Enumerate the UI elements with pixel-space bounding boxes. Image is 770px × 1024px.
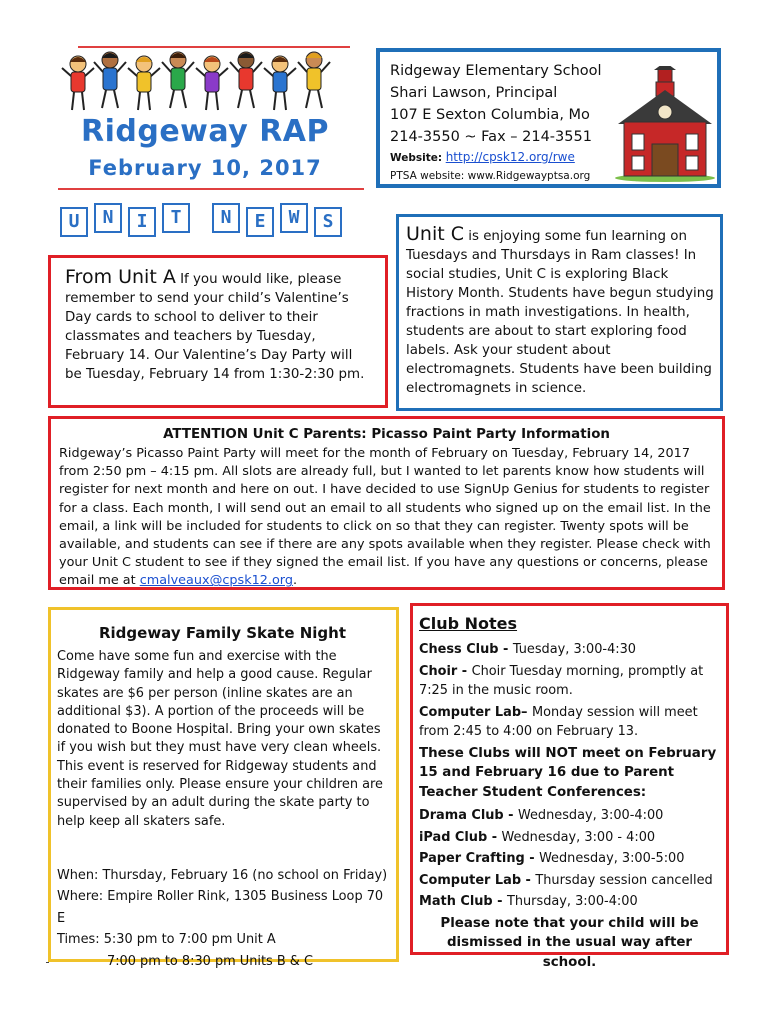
- club-detail: Wednesday, 3:00 - 4:00: [501, 829, 656, 845]
- club-dismissal-note: Please note that your child will be dismissed in the usual way after school.: [440, 915, 699, 970]
- club-item: [419, 871, 720, 891]
- website-label: Website:: [390, 152, 446, 164]
- attention-end: .: [292, 573, 298, 589]
- skate-title: Ridgeway Family Skate Night: [98, 624, 346, 642]
- ptsa-website: PTSA website: www.Ridgewayptsa.org: [390, 170, 591, 182]
- schoolhouse-icon: [612, 66, 718, 182]
- unit-news-letter: W: [280, 203, 308, 233]
- club-item: [419, 703, 720, 742]
- attention-email-link[interactable]: cmalveaux@cpsk12.org: [139, 573, 293, 589]
- club-item: [419, 849, 720, 869]
- school-contact: [390, 60, 602, 148]
- club-name: iPad Club -: [419, 829, 502, 845]
- club-name: Drama Club -: [419, 808, 518, 823]
- club-name: Computer Lab–: [419, 704, 532, 720]
- club-item: [419, 662, 720, 701]
- unit-news-letter: I: [128, 207, 156, 237]
- club-name: Computer Lab -: [419, 872, 536, 888]
- child-figures: [62, 52, 330, 110]
- club-notes-title: Club Notes: [419, 614, 518, 633]
- club-detail: Choir Tuesday morning, promptly at 7:25 in the music room.: [419, 663, 704, 698]
- club-cancel-notice: These Clubs will NOT meet on February 15 and February 16 due to Parent Teacher Student Conferences:: [419, 745, 717, 800]
- unit-news-letter: N: [94, 203, 122, 233]
- skate-details: [57, 865, 388, 973]
- header-bottom-rule: [58, 188, 364, 190]
- newsletter-date: February 10, 2017: [88, 156, 322, 180]
- club-detail: Thursday, 3:00-4:00: [506, 894, 638, 909]
- skate-where: Where: Empire Roller Rink, 1305 Business Loop 70 E: [57, 889, 384, 926]
- unit-a-box: [48, 255, 388, 408]
- unit-news-banner: [60, 203, 342, 241]
- unit-news-letter: N: [212, 203, 240, 233]
- club-item: [419, 828, 720, 848]
- skate-times-2: 7:00 pm to 8:30 pm Units B & C: [107, 953, 313, 969]
- skate-night-box: [48, 607, 399, 969]
- skate-when: When: Thursday, February 16 (no school on Friday): [57, 867, 388, 883]
- unit-c-box: [396, 214, 723, 411]
- children-illustration: [58, 50, 348, 116]
- school-info-box: [376, 48, 721, 188]
- unit-news-space: [196, 207, 206, 237]
- club-detail: Tuesday, 3:00-4:30: [512, 642, 637, 657]
- website-link[interactable]: http://cpsk12.org/rwe: [445, 150, 575, 164]
- unit-news-letter: E: [246, 207, 274, 237]
- club-detail: Thursday session cancelled: [535, 872, 713, 888]
- skate-body: Come have some fun and exercise with the Ridgeway family and help a good cause. Regular skates are $6 per person (inline skates are an additional $3). A portion of the proceeds will be donated to Boone Hospital. Bring your own skates if you wish but they must have very clean wheels. This event is reserved for Ridgeway students and their families only. Please ensure your children are supervised by an adult during the skate party to help keep all skaters safe.: [57, 649, 383, 829]
- club-notes-box: [410, 603, 729, 970]
- unit-c-text: [406, 225, 714, 398]
- attention-box: [48, 416, 725, 590]
- school-address: 107 E Sexton Columbia, Mo: [390, 107, 590, 123]
- attention-body: Ridgeway’s Picasso Paint Party will meet for the month of February on Tuesday, February 14, 2017 from 2:50 pm – 4:15 pm. All slots are already full, but I wanted to let parents know how students will register for next month and here on out. I have decided to use SignUp Genius for students to register for a class. Each month, I will send out an email to all students who signed up on the email list. In the email, a link will be included for students to click on so that they can register. Twenty spots will be available, and students can see if there are any spots available when they register. Please check with your Unit C student to see if they signed the email list. If you have any questions or concerns, please email me at: [59, 446, 711, 589]
- club-name: Math Club -: [419, 894, 507, 909]
- attention-body-wrap: [59, 445, 714, 591]
- newsletter-title: Ridgeway RAP: [80, 114, 330, 149]
- unit-c-heading: Unit C: [406, 223, 464, 245]
- club-name: Chess Club -: [419, 642, 513, 657]
- club-item: [419, 892, 720, 912]
- unit-a-body: If you would like, please remember to send your child’s Valentine’s Day cards to school to deliver to their classmates and teachers by Tuesday, February 14. Our Valentine’s Day Party will be Tuesday, February 14 from 1:30-2:30 pm.: [65, 272, 365, 382]
- club-detail: Wednesday, 3:00-5:00: [539, 851, 685, 866]
- unit-a-heading: From Unit A: [65, 266, 176, 288]
- school-phone: 214-3550 ~ Fax – 214-3551: [390, 129, 592, 145]
- unit-a-text: [65, 268, 369, 384]
- school-principal: Shari Lawson, Principal: [390, 85, 558, 101]
- attention-title: ATTENTION Unit C Parents: Picasso Paint Party Information: [163, 427, 610, 442]
- school-name: Ridgeway Elementary School: [390, 63, 602, 79]
- club-name: Choir -: [419, 663, 472, 679]
- unit-news-letter: T: [162, 203, 190, 233]
- club-item: [419, 640, 720, 660]
- club-detail: Wednesday, 3:00-4:00: [517, 808, 664, 823]
- club-item: [419, 806, 720, 826]
- club-detail: Monday session will meet from 2:45 to 4:00 on February 13.: [419, 704, 698, 739]
- footer-mark: [46, 962, 49, 963]
- unit-news-letter: S: [314, 207, 342, 237]
- unit-c-body: is enjoying some fun learning on Tuesdays and Thursdays in Ram classes! In social studies, Unit C is exploring Black History Month. Students have begun studying fractions in math investigations. In health, students are about to start exploring food labels. Ask your student about electromagnets. Students have been building electromagnets in science.: [406, 229, 714, 396]
- unit-news-letter: U: [60, 207, 88, 237]
- header-top-rule: [78, 46, 350, 48]
- school-web-info: [390, 148, 590, 185]
- club-name: Paper Crafting -: [419, 851, 540, 866]
- skate-times-1: Times: 5:30 pm to 7:00 pm Unit A: [57, 932, 276, 948]
